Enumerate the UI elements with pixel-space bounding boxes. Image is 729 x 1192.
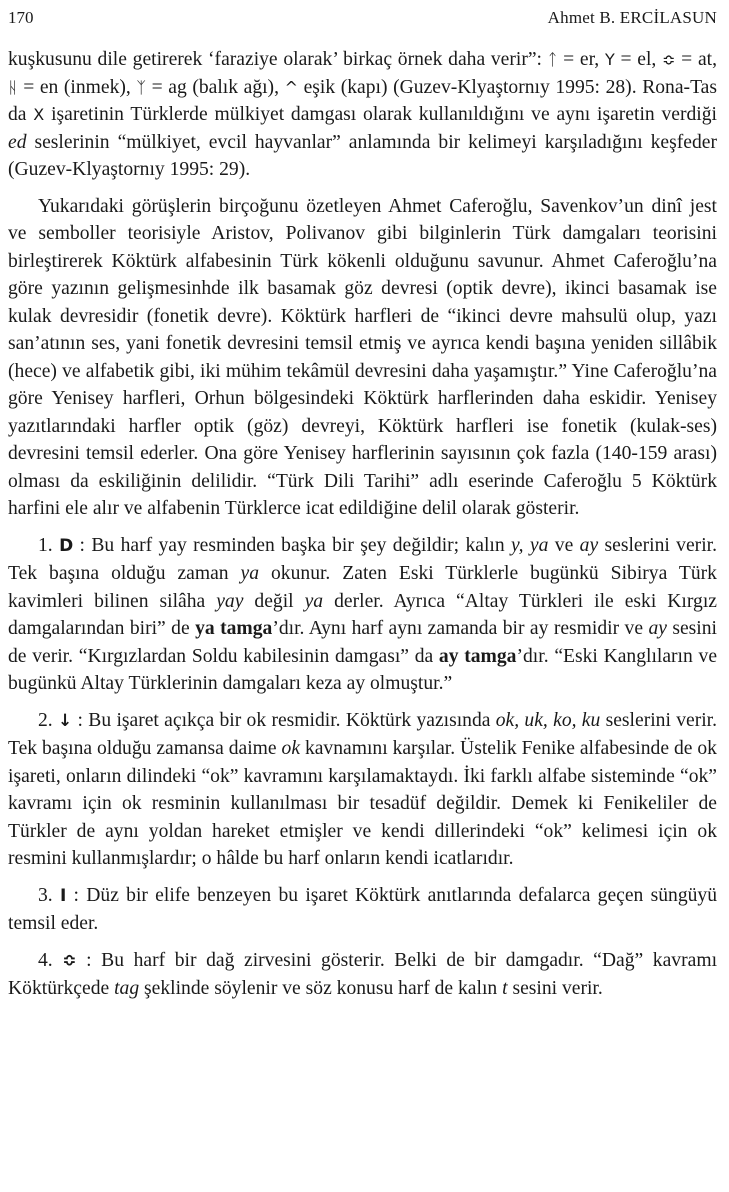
kokturk-el-glyph: Y bbox=[604, 50, 615, 69]
italic-term: ya bbox=[240, 563, 260, 584]
bar-letter-glyph: I bbox=[59, 885, 67, 906]
text-run: değil bbox=[243, 590, 305, 612]
italic-term: tag bbox=[114, 978, 140, 999]
running-head: Ahmet B. ERCİLASUN bbox=[547, 8, 717, 27]
list-item-4 bbox=[8, 947, 717, 1003]
italic-term: ok bbox=[281, 738, 301, 759]
text-run: = el, bbox=[614, 49, 663, 70]
text-run: işaretinin Türklerde mülkiyet damgası olarak kullanıldığını ve aynı işaretin verdiği bbox=[44, 104, 717, 125]
peak-letter-glyph: ≎ bbox=[62, 950, 77, 971]
text-run: ’dır. “Eski Kanglıların ve bugünkü Altay Türklerinin damgaları keza ay olmuştur.” bbox=[8, 645, 718, 694]
list-item-2 bbox=[8, 707, 717, 873]
text-run: eşik (kapı) (Guzev-Klyaştornıy 1995: 28). Rona-Tas da bbox=[8, 76, 717, 125]
italic-term: ya bbox=[304, 590, 324, 612]
arrow-letter-glyph: ↓ bbox=[58, 710, 73, 731]
italic-term: ay bbox=[648, 618, 667, 639]
text-run: = ag (balık ağı), bbox=[146, 76, 285, 98]
text-run: seslerini verir. Tek başına olduğu zaman bbox=[8, 534, 717, 584]
paragraph-1 bbox=[8, 46, 717, 184]
text-run: : Düz bir elife benzeyen bu işaret Köktürk anıtlarında defalarca geçen süngüyü temsil eder. bbox=[8, 884, 718, 934]
text-run: sesini de verir. “Kırgızlardan Soldu kabilesinin damgası” da bbox=[8, 618, 717, 667]
text-run: okunur. Zaten Eski Türklerle bugünkü Sibirya Türk kavimleri bilinen silâha bbox=[8, 563, 717, 612]
item-number: 2. bbox=[38, 709, 58, 731]
list-item-3 bbox=[8, 882, 717, 938]
kokturk-er-glyph: ᛏ bbox=[547, 50, 558, 69]
text-run: kavnamını karşılar. Üstelik Fenike alfabesinde de ok işareti, onların dilindeki “ok” kavramını karşılamaktaydı. İki farklı alfabe sisteminde “ok” kavramı için ok resminin kullanılması bir tesadüf değildir. Demek ki Fenikeliler de Türkler de aynı yoldan hareket etmişler ve kendi dillerindeki “ok” kelimesi için ok resmini kullanmışlardır; o hâlde bu harf onların kendi icatlarıdır. bbox=[8, 738, 717, 869]
bold-term: ya tamga bbox=[195, 618, 273, 639]
ya-letter-glyph: D bbox=[59, 535, 74, 556]
italic-term: ay bbox=[579, 534, 599, 556]
text-run: sesini verir. bbox=[507, 978, 603, 999]
item-number: 1. bbox=[38, 534, 60, 556]
italic-term: t bbox=[502, 978, 508, 999]
paragraph-2: Yukarıdaki görüşlerin birçoğunu özetleyen Ahmet Caferoğlu, Savenkov’un dinî jest ve semboller teorisiyle Aristov, Polivanov gibi bilginlerin Türk damgaları teorisini birleştirerek Köktürk alfabesinin Türk kökenli olduğunu savunur. Ahmet Caferoğlu’na göre yazının gelişmesinhde ilk basamak göz devresi (optik devre), ikinci basamak ise kulak devresidir (fonetik devre). Köktürk harfleri de “ikinci devre mahsulü olup, yazı san’atının ses, yani fonetik devresini temsil etmiş ve ayrıca kendi başına yeniden sillâbik (hece) ve alfabetik gibi, iki mühim tekâmül devresini daha yaşamıştır.” Yine Caferoğlu’na göre Yenisey harfleri, Orhun bölgesindeki Köktürk harflerinden daha eskidir. Yenisey yazıtlarındaki harfler optik (göz) devreyi, Köktürk harfleri ise fonetik (kulak-ses) devresini temsil ederler. Ona göre Yenisey harflerinin sayısının çok fazla (140-159 arası) olması da eskiliğinin delilidir. “Türk Dili Tarihi” adlı eserinde Caferoğlu 5 Köktürk harfini ele alır ve alfabenin Türklerce icat edildiğine delil olarak gösterir. bbox=[8, 195, 717, 519]
kokturk-esik-glyph: ^ bbox=[284, 77, 298, 97]
kokturk-x-glyph: X bbox=[33, 105, 45, 124]
list-item-1 bbox=[8, 532, 717, 698]
bold-term: ay tamga bbox=[438, 645, 517, 667]
text-run: derler. Ayrıca “Altay Türkleri ile eski Kırgız damgalarından biri” de bbox=[8, 590, 717, 639]
page-header bbox=[8, 8, 717, 46]
page-body bbox=[8, 46, 717, 1003]
text-run: seslerini verir. Tek başına olduğu zamansa daime bbox=[8, 709, 718, 759]
text-run: : Bu harf bir dağ zirvesini gösterir. Belki de bir damgadır. “Dağ” kavramı Köktürkçede bbox=[8, 949, 718, 999]
item-number: 4. bbox=[38, 949, 63, 971]
text-run: seslerinin “mülkiyet, evcil hayvanlar” anlamında bir kelimeyi karşıladığını keşfeder (Guzev-Klyaştornıy 1995: 29). bbox=[8, 131, 717, 180]
text-run: = en (inmek), bbox=[17, 76, 137, 98]
text-run: : Bu harf yay resminden başka bir şey değildir; kalın bbox=[73, 534, 512, 556]
text-run: kuşkusunu dile getirerek ‘faraziye olarak’ birkaç örnek daha verir”: bbox=[8, 49, 548, 70]
kokturk-ag-glyph: ᛉ bbox=[136, 77, 147, 97]
text-run: şeklinde söylenir ve söz konusu harf de kalın bbox=[139, 978, 503, 999]
italic-term: y, ya bbox=[511, 534, 549, 556]
kokturk-en-glyph: ᚺ bbox=[8, 77, 18, 97]
text-run: : Bu işaret açıkça bir ok resmidir. Köktürk yazısında bbox=[72, 709, 496, 731]
text-run: = at, bbox=[675, 49, 717, 70]
page-number: 170 bbox=[8, 8, 34, 27]
text-run: ve bbox=[548, 534, 580, 556]
italic-term: yay bbox=[216, 590, 244, 612]
italic-term: ok, uk, ko, ku bbox=[495, 709, 601, 731]
kokturk-at-glyph: ≎ bbox=[662, 50, 676, 69]
text-run: = er, bbox=[557, 49, 605, 70]
item-number: 3. bbox=[38, 884, 60, 906]
italic-term: ed bbox=[8, 131, 27, 153]
text-run: ’dır. Aynı harf aynı zamanda bir ay resmidir ve bbox=[272, 618, 649, 639]
